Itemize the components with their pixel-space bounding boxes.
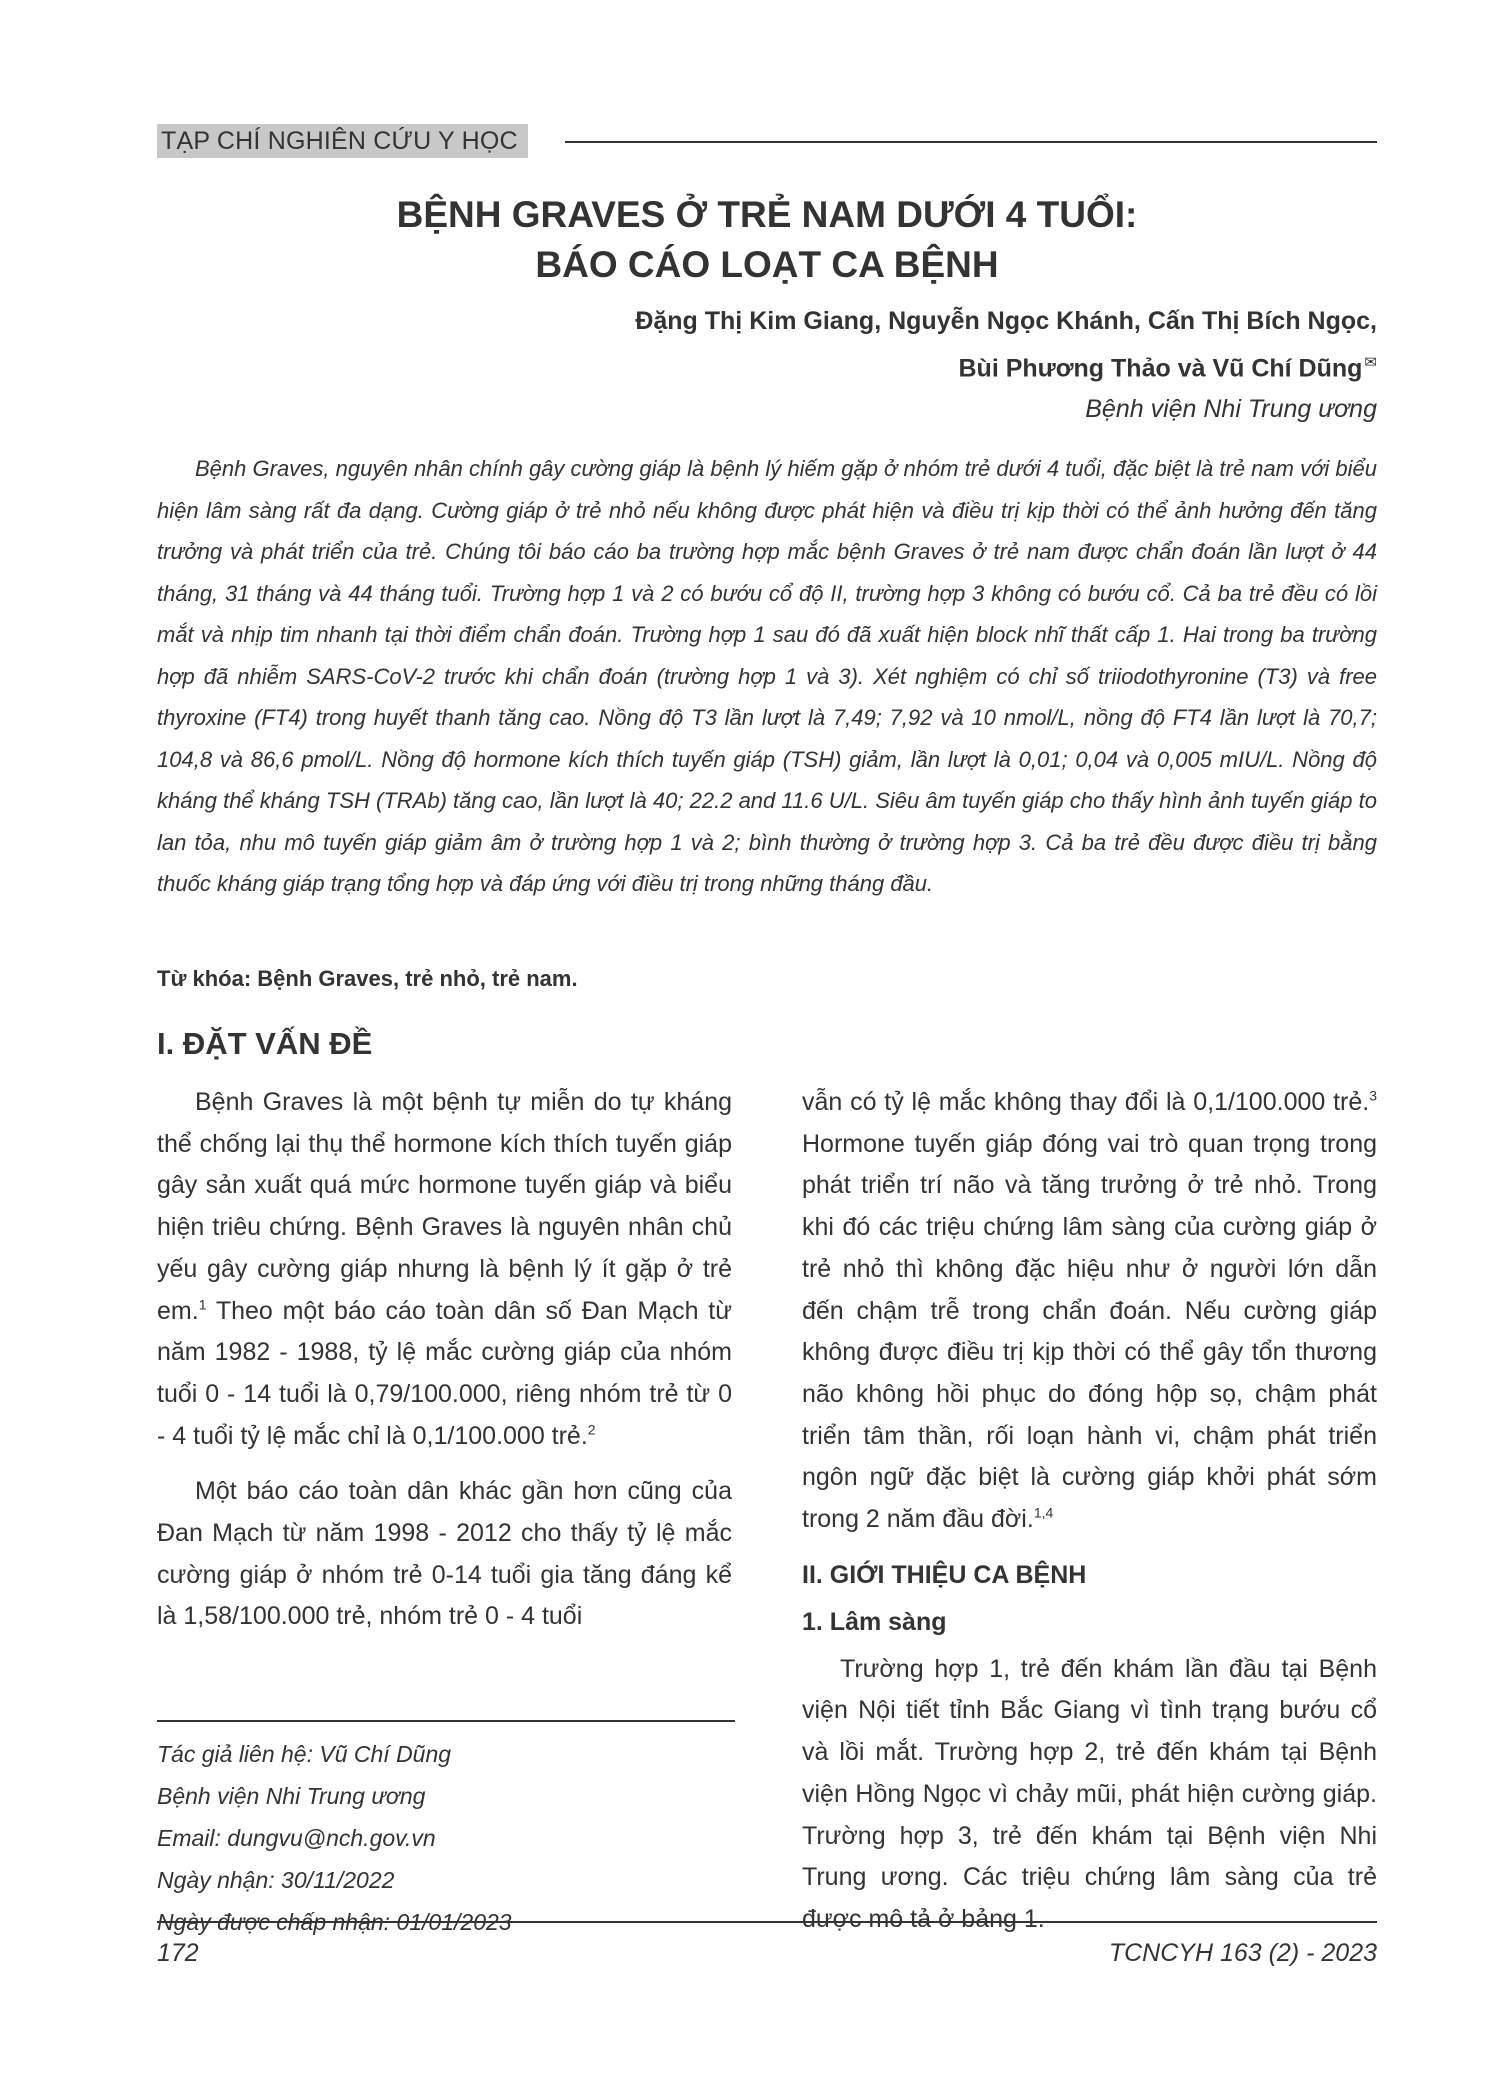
left-column	[157, 1082, 732, 1652]
keywords: Từ khóa: Bệnh Graves, trẻ nhỏ, trẻ nam.	[157, 966, 578, 991]
title-line-2: BÁO CÁO LOẠT CA BỆNH	[535, 244, 999, 285]
intro-p1b-text: Theo một báo cáo toàn dân số Đan Mạch từ năm 1982 - 1988, tỷ lệ mắc cường giáp của nhóm tuổi 0 - 14 tuổi là 0,79/100.000, riêng nhóm trẻ từ 0 - 4 tuổi tỷ lệ mắc chỉ là 0,1/100.000 trẻ.	[157, 1296, 732, 1450]
intro-paragraph-2: Một báo cáo toàn dân khác gần hơn cũng của Đan Mạch từ năm 1998 - 2012 cho thấy tỷ lệ mắc cường giáp ở nhóm trẻ 0-14 tuổi gia tăng đáng kể là 1,58/100.000 trẻ, nhóm trẻ 0 - 4 tuổi	[157, 1477, 732, 1631]
footnote-received-date: Ngày nhận: 30/11/2022	[157, 1867, 395, 1893]
right-column	[802, 1082, 1377, 1955]
section-heading-case-report: II. GIỚI THIỆU CA BỆNH	[802, 1560, 1087, 1589]
intro-p3a-text: vẫn có tỷ lệ mắc không thay đổi là 0,1/100.000 trẻ.	[802, 1088, 1370, 1116]
footnote-email: Email: dungvu@nch.gov.vn	[157, 1825, 436, 1851]
authors-line-1: Đặng Thị Kim Giang, Nguyễn Ngọc Khánh, Cấn Thị Bích Ngọc,	[635, 307, 1377, 335]
abstract: Bệnh Graves, nguyên nhân chính gây cường giáp là bệnh lý hiếm gặp ở nhóm trẻ dưới 4 tuổi, đặc biệt là trẻ nam với biểu hiện lâm sàng rất đa dạng. Cường giáp ở trẻ nhỏ nếu không được phát hiện và điều trị kịp thời có thể ảnh hưởng đến tăng trưởng và phát triển của trẻ. Chúng tôi báo cáo ba trường hợp mắc bệnh Graves ở trẻ nam được chẩn đoán lần lượt ở 44 tháng, 31 tháng và 44 tháng tuổi. Trường hợp 1 và 2 có bướu cổ độ II, trường hợp 3 không có bướu cổ. Cả ba trẻ đều có lồi mắt và nhịp tim nhanh tại thời điểm chẩn đoán. Trường hợp 1 sau đó đã xuất hiện block nhĩ thất cấp 1. Hai trong ba trường hợp đã nhiễm SARS-CoV-2 trước khi chẩn đoán (trường hợp 1 và 3). Xét nghiệm có chỉ số triiodothyronine (T3) và free thyroxine (FT4) trong huyết thanh tăng cao. Nồng độ T3 lần lượt là 7,49; 7,92 và 10 nmol/L, nồng độ FT4 lần lượt là 70,7; 104,8 và 86,6 pmol/L. Nồng độ hormone kích thích tuyến giáp (TSH) giảm, lần lượt là 0,01; 0,04 và 0,005 mIU/L. Nồng độ kháng thể kháng TSH (TRAb) tăng cao, lần lượt là 40; 22.2 and 11.6 U/L. Siêu âm tuyến giáp cho thấy hình ảnh tuyến giáp to lan tỏa, nhu mô tuyến giáp giảm âm ở trường hợp 1 và 2; bình thường ở trường hợp 3. Cả ba trẻ đều được điều trị bằng thuốc kháng giáp trạng tổng hợp và đáp ứng với điều trị trong những tháng đầu.	[157, 456, 1377, 896]
footer-rule	[157, 1921, 1377, 1923]
intro-paragraph-3	[802, 1082, 1377, 1541]
citation-ref: 1,4	[1033, 1504, 1054, 1521]
page-number: 172	[157, 1939, 199, 1967]
journal-name-tag: TẠP CHÍ NGHIÊN CỨU Y HỌC	[157, 124, 528, 158]
citation-ref: 3	[1369, 1087, 1377, 1104]
affiliation: Bệnh viện Nhi Trung ương	[1085, 395, 1377, 423]
header-rule	[565, 141, 1377, 143]
author-list	[635, 300, 1377, 389]
citation-ref: 2	[587, 1421, 596, 1438]
clinical-paragraph: Trường hợp 1, trẻ đến khám lần đầu tại Bệnh viện Nội tiết tỉnh Bắc Giang vì tình trạng bướu cổ và lồi mắt. Trường hợp 2, trẻ đến khám tại Bệnh viện Hồng Ngọc vì chảy mũi, phát hiện cường giáp. Trường hợp 3, trẻ đến khám tại Bệnh viện Nhi Trung ương. Các triệu chứng lâm sàng của trẻ được mô tả ở bảng 1.	[802, 1654, 1377, 1933]
footnote-corresponding-author: Tác giả liên hệ: Vũ Chí Dũng	[157, 1741, 452, 1767]
running-header	[157, 124, 1377, 158]
authors-line-2	[635, 342, 1377, 389]
journal-issue: TCNCYH 163 (2) - 2023	[1108, 1939, 1377, 1967]
footnote-accepted-date: Ngày được chấp nhận: 01/01/2023	[157, 1909, 512, 1935]
citation-ref: 1	[198, 1296, 207, 1313]
footnote-rule	[157, 1720, 735, 1722]
section-heading-introduction: I. ĐẶT VẤN ĐỀ	[157, 1026, 373, 1061]
correspondence-footnote	[157, 1733, 512, 1943]
title-line-1: BỆNH GRAVES Ở TRẺ NAM DƯỚI 4 TUỔI:	[396, 194, 1138, 235]
mail-icon: ✉	[1364, 354, 1377, 371]
subsection-heading-clinical: 1. Lâm sàng	[802, 1607, 947, 1636]
intro-p3b-text: Hormone tuyến giáp đóng vai trò quan trọng trong phát triển trí não và tăng trưởng ở trẻ nhỏ. Trong khi đó các triệu chứng lâm sàng của cường giáp ở trẻ nhỏ thì không đặc hiệu như ở người lớn dẫn đến chậm trễ trong chẩn đoán. Nếu cường giáp không được điều trị kịp thời có thể gây tổn thương não không hồi phục do đóng hộp sọ, chậm phát triển tâm thần, rối loạn hành vi, chậm phát triển ngôn ngữ đặc biệt là cường giáp khởi phát sớm trong 2 năm đầu đời.	[802, 1129, 1377, 1534]
article-title	[157, 190, 1377, 290]
intro-paragraph-1	[157, 1082, 732, 1457]
intro-p1-text: Bệnh Graves là một bệnh tự miễn do tự kháng thể chống lại thụ thể hormone kích thích tuyến giáp gây sản xuất quá mức hormone tuyến giáp và biểu hiện triêu chứng. Bệnh Graves là nguyên nhân chủ yếu gây cường giáp nhưng là bệnh lý ít gặp ở trẻ em.	[157, 1088, 732, 1325]
footnote-institution: Bệnh viện Nhi Trung ương	[157, 1783, 426, 1809]
authors-line-2-text: Bùi Phương Thảo và Vũ Chí Dũng	[958, 354, 1363, 383]
